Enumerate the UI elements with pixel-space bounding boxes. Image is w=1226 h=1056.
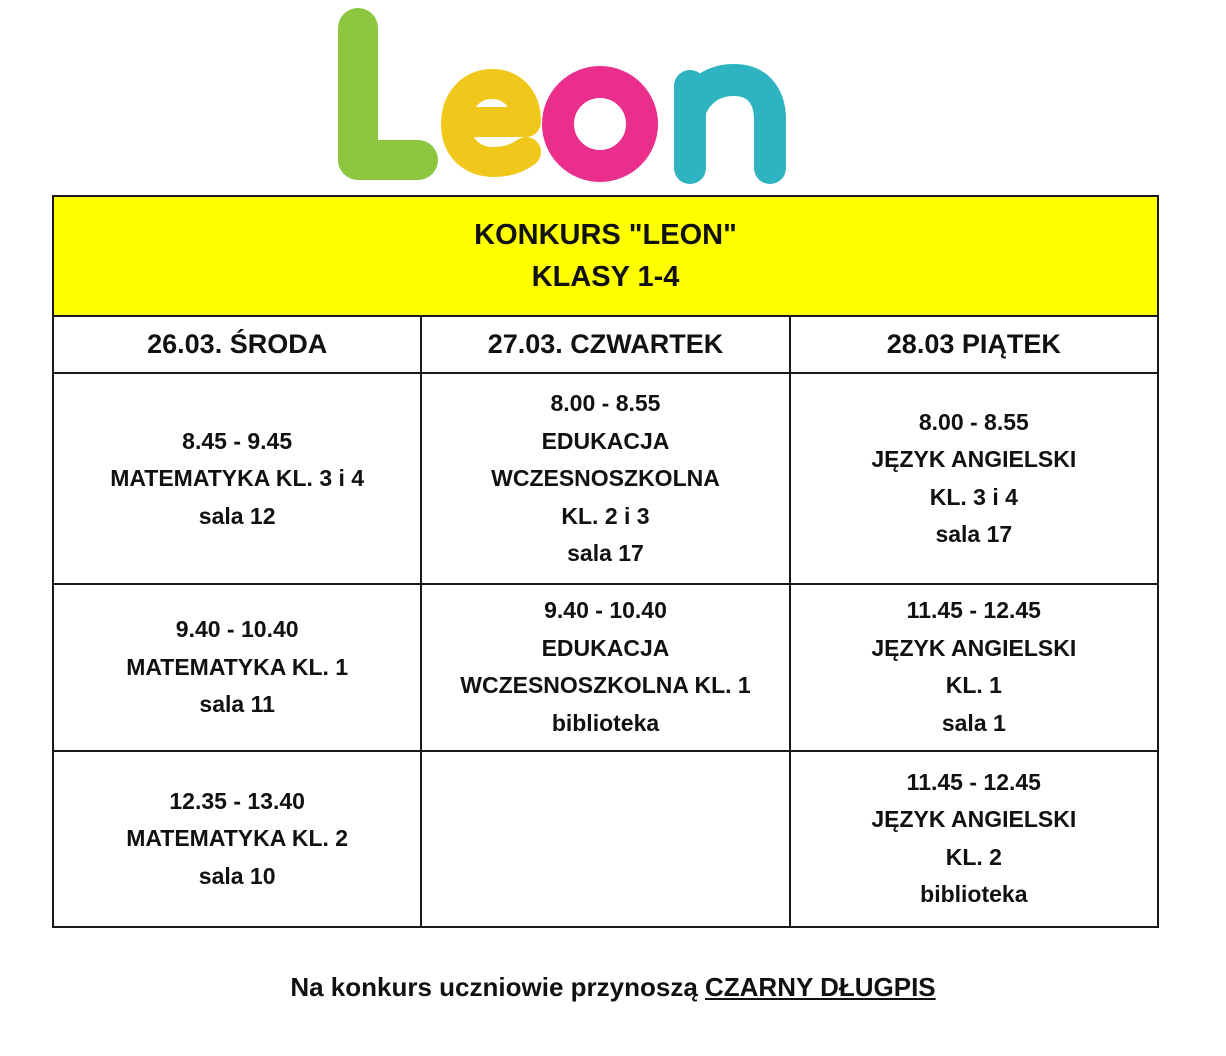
slot-subject: MATEMATYKA KL. 2	[126, 825, 349, 851]
slot-thursday-2	[421, 584, 789, 750]
slot-room: biblioteka	[920, 881, 1028, 908]
slot-wednesday-1	[53, 373, 421, 584]
slot-subject: JĘZYK ANGIELSKI	[871, 446, 1077, 473]
slot-time: 8.45 - 9.45	[182, 427, 293, 454]
schedule-title	[53, 196, 1158, 316]
logo-letter-o	[558, 82, 642, 166]
slot-subject: MATEMATYKA KL. 1	[126, 653, 349, 680]
schedule-table	[52, 195, 1159, 928]
slot-grades: KL. 1	[945, 672, 1002, 699]
slot-subject: JĘZYK ANGIELSKI	[871, 806, 1077, 833]
day-header-wednesday: 26.03. ŚRODA	[53, 316, 421, 373]
contest-title: KONKURS "LEON"	[474, 219, 737, 252]
leon-logo-graphic	[330, 0, 820, 195]
slot-wednesday-3	[53, 751, 421, 928]
slot-time: 8.00 - 8.55	[550, 390, 661, 417]
slot-thursday-3-empty	[421, 751, 789, 928]
slot-friday-2	[790, 584, 1158, 750]
slot-time: 9.40 - 10.40	[175, 616, 299, 643]
slot-room: sala 17	[567, 540, 644, 567]
footer-emphasis: CZARNY DŁUGPIS	[705, 972, 936, 1002]
slot-subject-cont: WCZESNOSZKOLNA KL. 1	[460, 672, 751, 699]
footer-text: Na konkurs uczniowie przynoszą	[290, 972, 705, 1002]
slot-time: 11.45 - 12.45	[906, 597, 1041, 624]
slot-friday-3	[790, 751, 1158, 928]
slot-subject: EDUKACJA	[541, 427, 670, 454]
slot-room: sala 10	[198, 862, 276, 889]
logo-letter-e	[456, 84, 526, 162]
slot-room: sala 17	[935, 521, 1013, 548]
slot-grades: KL. 3 i 4	[929, 483, 1018, 510]
slot-time: 8.00 - 8.55	[918, 408, 1029, 435]
slot-time: 11.45 - 12.45	[906, 768, 1041, 795]
logo-letter-l	[358, 28, 418, 160]
slot-grades: KL. 2 i 3	[561, 502, 650, 529]
slot-subject: EDUKACJA	[541, 634, 670, 661]
grades-subtitle: KLASY 1-4	[531, 261, 680, 294]
slot-room: sala 12	[198, 502, 276, 529]
slot-thursday-1	[421, 373, 789, 584]
slot-room: sala 11	[199, 691, 275, 718]
slot-room: sala 1	[941, 709, 1006, 736]
day-header-thursday: 27.03. CZWARTEK	[421, 316, 789, 373]
logo-letter-n	[690, 80, 770, 168]
slot-grades: KL. 2	[945, 843, 1002, 870]
footer-note	[0, 972, 1226, 1003]
slot-friday-1	[790, 373, 1158, 584]
day-header-friday: 28.03 PIĄTEK	[790, 316, 1158, 373]
leon-logo	[330, 0, 820, 195]
slot-time: 12.35 - 13.40	[169, 787, 305, 814]
slot-subject: JĘZYK ANGIELSKI	[871, 634, 1077, 661]
slot-wednesday-2	[53, 584, 421, 750]
slot-subject: MATEMATYKA KL. 3 i 4	[110, 465, 365, 492]
slot-room: biblioteka	[551, 709, 660, 736]
slot-time: 9.40 - 10.40	[544, 597, 667, 624]
slot-subject-cont: WCZESNOSZKOLNA	[491, 465, 720, 492]
